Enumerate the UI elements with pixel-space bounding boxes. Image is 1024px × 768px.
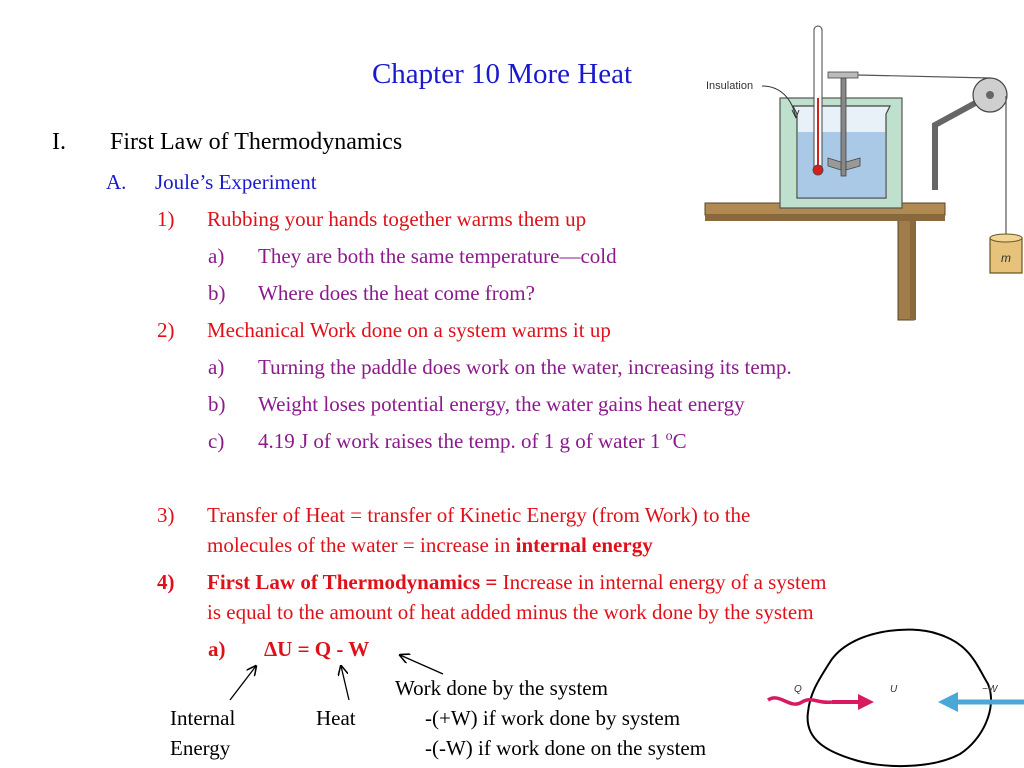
item-2a-text: Turning the paddle does work on the water, increasing its temp. xyxy=(258,355,792,379)
item-4-line1: First Law of Thermodynamics = Increase in internal energy of a system xyxy=(207,570,827,594)
slide-title: Chapter 10 More Heat xyxy=(371,58,633,90)
joule-apparatus xyxy=(700,20,1024,320)
item-2-text: Mechanical Work done on a system warms it up xyxy=(207,318,611,342)
item-1-number: 1) xyxy=(157,207,175,231)
insulation-label: Insulation xyxy=(706,80,754,92)
work-arrow xyxy=(400,655,443,674)
u-label: U xyxy=(890,684,898,695)
item-2b-text: Weight loses potential energy, the water gains heat energy xyxy=(258,392,745,416)
subsection-number: A. xyxy=(106,170,127,194)
item-2-number: 2) xyxy=(157,318,175,342)
work-plus-note: -(+W) if work done by system xyxy=(425,706,681,730)
heat-label: Heat xyxy=(316,706,356,730)
internal-energy-arrow xyxy=(230,666,256,700)
heat-arrow xyxy=(341,666,349,700)
item-1a-number: a) xyxy=(208,244,225,268)
q-label: Q xyxy=(794,684,802,695)
item-1a-text: They are both the same temperature—cold xyxy=(258,244,617,268)
mass-label: m xyxy=(1001,251,1011,265)
paddle-shaft xyxy=(841,78,846,176)
item-1b-text: Where does the heat come from? xyxy=(258,281,535,305)
item-3-number: 3) xyxy=(157,503,175,527)
work-label: Work done by the system xyxy=(395,676,608,700)
section-heading: First Law of Thermodynamics xyxy=(110,129,403,155)
internal-energy-label-1: Internal xyxy=(170,706,236,730)
item-2b-number: b) xyxy=(208,392,226,416)
table-leg-2 xyxy=(910,220,916,320)
item-2c-number: c) xyxy=(208,429,225,453)
w-label: −W xyxy=(982,684,998,695)
system-boundary xyxy=(808,630,991,766)
item-3-line2: molecules of the water = increase in internal energy xyxy=(207,533,653,557)
section-number: I. xyxy=(52,129,66,155)
subsection-heading: Joule’s Experiment xyxy=(155,170,317,194)
item-4-number: 4) xyxy=(157,570,175,594)
item-2c-text: 4.19 J of work raises the temp. of 1 g of water 1 $^o$C xyxy=(258,429,687,453)
item-4-line2: is equal to the amount of heat added minus the work done by the system xyxy=(207,600,814,624)
work-minus-note: -(-W) if work done on the system xyxy=(425,736,707,760)
item-4a-number: a) xyxy=(208,637,226,661)
table-edge xyxy=(705,215,945,221)
item-1-text: Rubbing your hands together warms them up xyxy=(207,207,587,231)
item-1b-number: b) xyxy=(208,281,226,305)
item-2a-number: a) xyxy=(208,355,225,379)
system-diagram xyxy=(760,622,1024,768)
first-law-equation: ΔU = Q - W xyxy=(264,637,370,661)
item-3-line1: Transfer of Heat = transfer of Kinetic Energy (from Work) to the xyxy=(207,503,751,527)
internal-energy-label-2: Energy xyxy=(170,736,231,760)
